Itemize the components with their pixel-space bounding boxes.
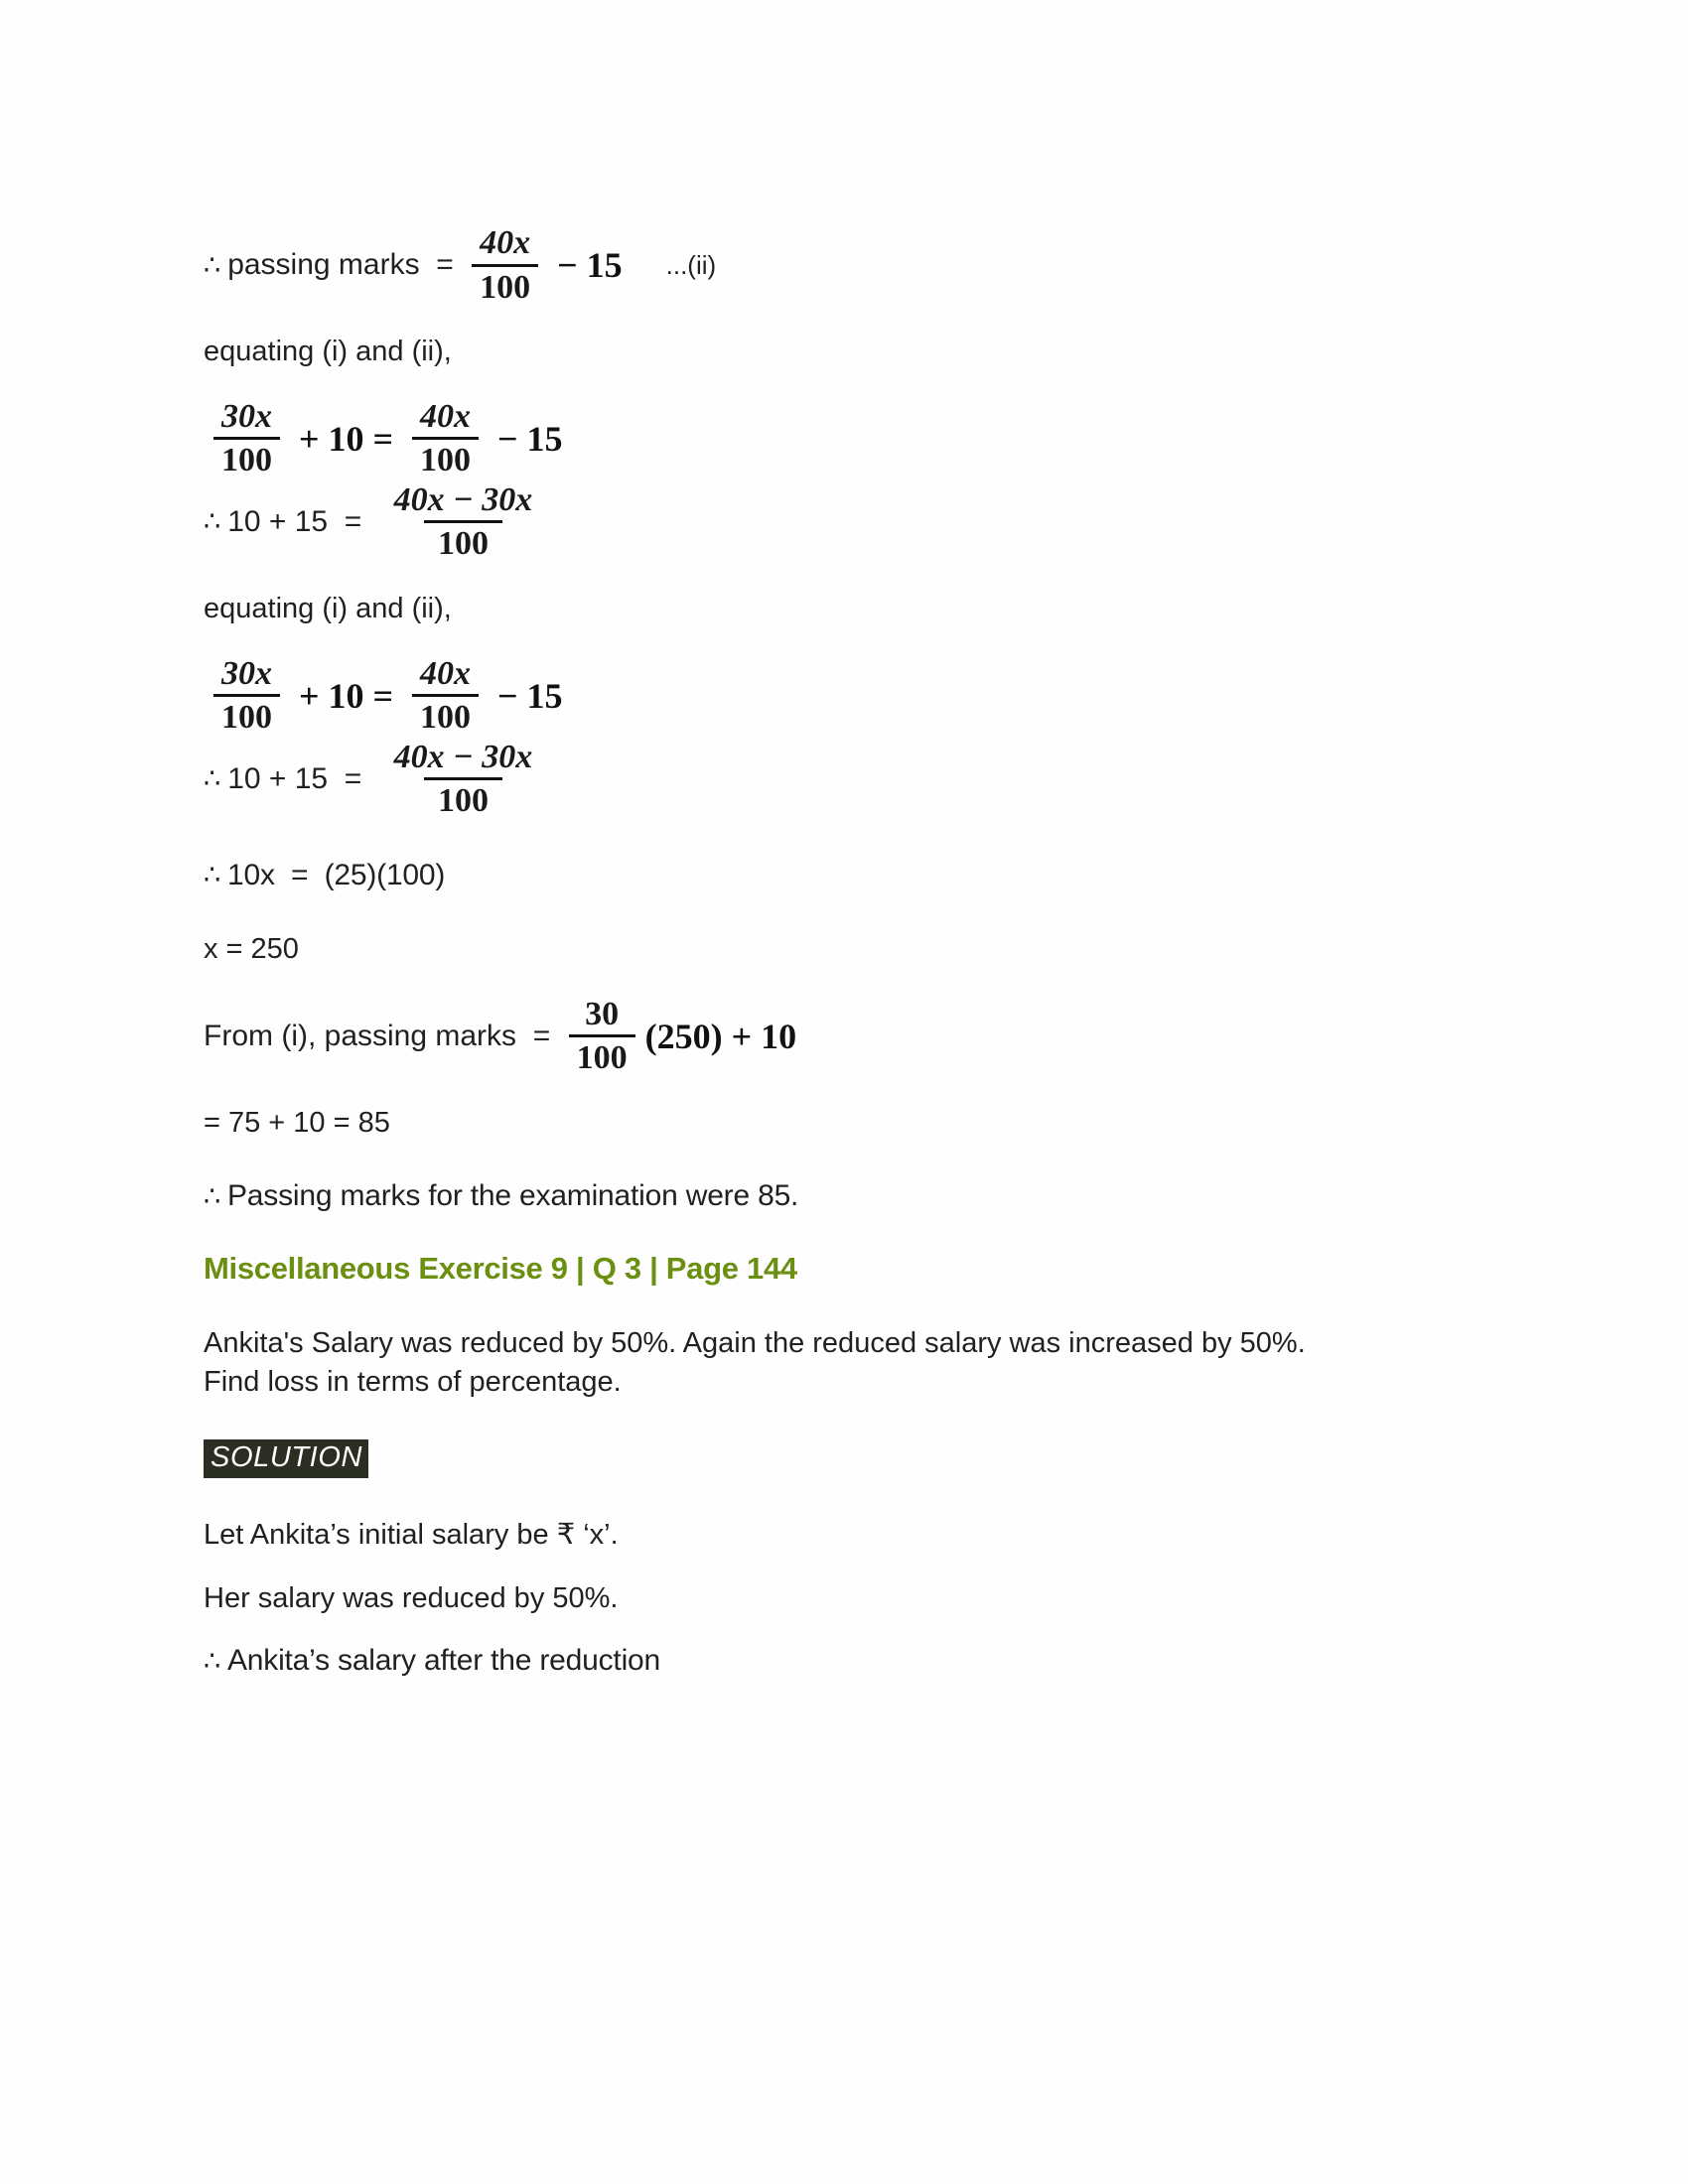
plus-operator: + — [299, 675, 320, 716]
minus-operator: − — [497, 418, 518, 459]
equation-four — [204, 738, 1494, 821]
solution-line-3-text: Ankita’s salary after the reduction — [226, 1644, 660, 1678]
conclusion-line — [204, 1179, 1494, 1213]
equals-operator: = — [372, 675, 394, 716]
fraction-denominator: 100 — [213, 694, 280, 735]
therefore-symbol: ∴ — [204, 1180, 220, 1211]
exercise-heading: Miscellaneous Exercise 9 | Q 3 | Page 144 — [204, 1251, 797, 1287]
spacer — [204, 307, 1494, 333]
equation-passing-marks-ii — [204, 223, 1494, 307]
equation-from-i — [204, 995, 1494, 1078]
passing-marks-label: passing marks = — [227, 248, 463, 281]
equation-reference-ii: ...(ii) — [665, 249, 717, 280]
spacer — [204, 1213, 1494, 1251]
solution-line-1: Let Ankita’s initial salary be ₹ ‘x’. — [204, 1518, 619, 1551]
spacer — [204, 1554, 1494, 1579]
equating-text-2: equating (i) and (ii), — [204, 592, 452, 624]
minus-operator: − — [497, 675, 518, 716]
fraction-denominator: 100 — [213, 437, 280, 478]
equation-seven-result: = 75 + 10 = 85 — [204, 1106, 390, 1139]
spacer — [204, 821, 1494, 859]
fraction-numerator: 40x — [420, 654, 472, 692]
conclusion-text: Passing marks for the examination were 85. — [226, 1179, 799, 1213]
fraction-numerator: 40x − 30x — [393, 738, 533, 775]
spacer — [204, 1078, 1494, 1104]
spacer — [204, 564, 1494, 590]
term-10: 10 — [761, 1016, 797, 1056]
question-text-line-1: Ankita's Salary was reduced by 50%. Again the reduced salary was increased by 50%. — [204, 1327, 1306, 1360]
equation-six-x-value: x = 250 — [204, 932, 299, 965]
equating-text-1: equating (i) and (ii), — [204, 336, 452, 367]
fraction-numerator: 30x — [221, 654, 272, 692]
spacer — [204, 1142, 1494, 1179]
fraction-40x-minus-30x-over-100 — [380, 482, 547, 562]
fraction-numerator: 30x — [221, 398, 272, 435]
term-10: 10 — [328, 675, 364, 716]
fraction-numerator: 40x − 30x — [393, 481, 533, 518]
fraction-denominator: 100 — [569, 1034, 635, 1075]
spacer — [204, 892, 1494, 930]
therefore-symbol: ∴ — [204, 860, 220, 890]
fraction-40x-minus-30x-over-100 — [380, 740, 547, 819]
term-15: 15 — [526, 418, 563, 459]
spacer — [204, 1478, 1494, 1516]
fraction-40x-over-100 — [412, 399, 479, 478]
spacer — [204, 1402, 1494, 1439]
equation-four-lhs: 10 + 15 = — [227, 761, 370, 795]
equation-two — [204, 480, 1494, 564]
therefore-symbol: ∴ — [204, 1645, 220, 1676]
solution-line-3 — [204, 1644, 1494, 1678]
therefore-symbol: ∴ — [204, 249, 221, 280]
fraction-numerator: 40x — [420, 398, 472, 435]
minus-operator: − — [557, 245, 578, 285]
spacer — [204, 628, 1494, 654]
fraction-denominator: 100 — [472, 264, 538, 305]
equation-one — [204, 397, 1494, 480]
term-15: 15 — [586, 245, 623, 285]
term-10: 10 — [328, 418, 364, 459]
fraction-40x-over-100 — [412, 656, 479, 736]
solution-label: SOLUTION — [204, 1439, 368, 1477]
from-i-label: From (i), passing marks = — [204, 1019, 559, 1052]
fraction-denominator: 100 — [424, 777, 502, 818]
therefore-symbol: ∴ — [204, 506, 221, 537]
equation-two-lhs: 10 + 15 = — [227, 504, 370, 538]
question-text-line-2: Find loss in terms of percentage. — [204, 1366, 622, 1399]
spacer — [204, 1287, 1494, 1324]
solution-label-wrapper — [204, 1439, 1494, 1477]
fraction-denominator: 100 — [424, 520, 502, 561]
plus-operator: + — [731, 1016, 753, 1056]
solution-line-2: Her salary was reduced by 50%. — [204, 1582, 619, 1615]
spacer — [204, 371, 1494, 397]
therefore-symbol: ∴ — [204, 763, 221, 794]
fraction-30-over-100 — [569, 997, 635, 1076]
factor-250: (250) — [644, 1016, 723, 1056]
equals-operator: = — [372, 418, 394, 459]
spacer — [204, 1618, 1494, 1644]
fraction-30x-over-100 — [213, 656, 280, 736]
fraction-denominator: 100 — [412, 437, 479, 478]
fraction-40x-over-100 — [472, 225, 538, 305]
equation-five — [204, 859, 1494, 892]
equation-five-text: 10x = (25)(100) — [226, 858, 446, 891]
term-15: 15 — [526, 675, 563, 716]
fraction-30x-over-100 — [213, 399, 280, 478]
spacer — [204, 969, 1494, 995]
fraction-numerator: 40x — [480, 224, 531, 262]
document-content — [204, 223, 1494, 1678]
equation-three — [204, 654, 1494, 738]
plus-operator: + — [299, 418, 320, 459]
fraction-numerator: 30 — [585, 995, 620, 1032]
fraction-denominator: 100 — [412, 694, 479, 735]
